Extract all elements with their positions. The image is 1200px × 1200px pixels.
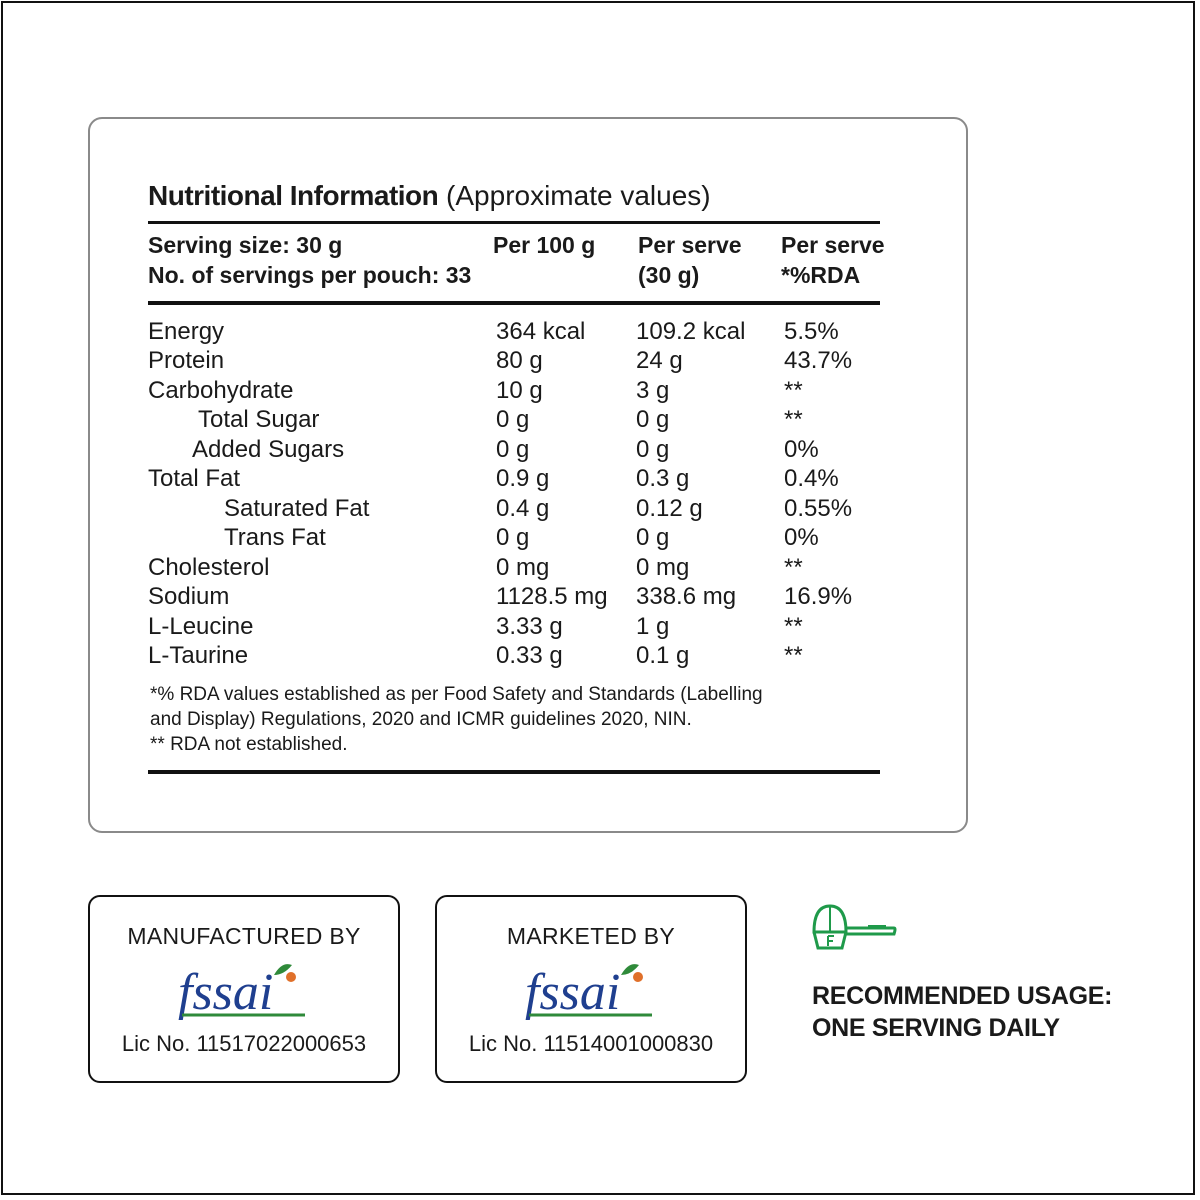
nutrient-per-serve: 0.12 g — [636, 495, 703, 522]
nutrient-rda: 5.5% — [784, 318, 839, 345]
marketer-box — [435, 895, 747, 1083]
serving-info: Serving size: 30 g No. of servings per pouch: 33 — [148, 232, 472, 288]
nutrient-name: Saturated Fat — [224, 495, 370, 522]
header-rule — [148, 301, 880, 305]
nutrition-title: Nutritional Information (Approximate values) — [148, 180, 711, 211]
nutrient-rda: ** — [784, 642, 803, 669]
nutrient-name: Sodium — [148, 583, 230, 610]
nutrient-per-serve: 109.2 kcal — [636, 318, 746, 345]
nutrient-row — [0, 346, 1200, 376]
footnote-rda-cont: and Display) Regulations, 2020 and ICMR guidelines 2020, NIN. — [150, 709, 692, 730]
nutrient-name: Cholesterol — [148, 554, 270, 581]
nutrient-per-serve: 0.3 g — [636, 465, 690, 492]
header-rda: Per serve *%RDA — [781, 232, 885, 288]
nutrient-rda: ** — [784, 406, 803, 433]
nutrient-row — [0, 494, 1200, 524]
nutrient-name: L-Leucine — [148, 613, 254, 640]
nutrient-per100: 10 g — [496, 377, 543, 404]
nutrient-row — [0, 553, 1200, 583]
fssai-logo-text: fssai — [178, 964, 274, 1021]
bottom-rule — [148, 770, 880, 774]
nutrient-per100: 80 g — [496, 347, 543, 374]
nutrient-rda: 0.4% — [784, 465, 839, 492]
nutrient-row — [0, 376, 1200, 406]
nutrient-per100: 0.9 g — [496, 465, 550, 492]
recommended-usage — [812, 980, 1112, 1044]
nutrient-name: Added Sugars — [192, 436, 345, 463]
usage-line-1: RECOMMENDED USAGE: — [812, 982, 1113, 1010]
nutrient-per100: 0.4 g — [496, 495, 550, 522]
footnote-rda: *% RDA values established as per Food Safety and Standards (Labelling — [150, 684, 763, 705]
nutrient-per100: 364 kcal — [496, 318, 586, 345]
header-per-serve: Per serve (30 g) — [638, 232, 742, 288]
nutrient-name: Energy — [148, 318, 225, 345]
nutrient-name: L-Taurine — [148, 642, 249, 669]
nutrient-rda: 16.9% — [784, 583, 853, 610]
footnotes — [150, 682, 763, 757]
nutrient-name: Total Sugar — [198, 406, 320, 433]
nutrient-per-serve: 338.6 mg — [636, 583, 737, 610]
marketer-label: MARKETED BY — [506, 923, 676, 949]
nutrient-row — [0, 464, 1200, 494]
manufacturer-box — [88, 895, 400, 1083]
nutrient-rda: ** — [784, 613, 803, 640]
nutrient-per-serve: 0 g — [636, 524, 670, 551]
nutrient-per-serve: 1 g — [636, 613, 670, 640]
nutrient-per-serve: 3 g — [636, 377, 670, 404]
nutrient-per100: 0.33 g — [496, 642, 563, 669]
nutrient-per-serve: 0 g — [636, 406, 670, 433]
nutrient-per100: 0 g — [496, 406, 530, 433]
nutrient-per-serve: 0 g — [636, 436, 670, 463]
nutrient-name: Protein — [148, 347, 225, 374]
nutrient-row — [0, 405, 1200, 435]
top-rule — [148, 221, 880, 224]
nutrient-row — [0, 523, 1200, 553]
nutrient-name: Trans Fat — [224, 524, 326, 551]
fssai-logo — [517, 955, 667, 1025]
manufacturer-label: MANUFACTURED BY — [127, 923, 361, 949]
nutrient-rda: ** — [784, 554, 803, 581]
nutrient-per100: 3.33 g — [496, 613, 563, 640]
nutrient-name: Carbohydrate — [148, 377, 294, 404]
nutrient-row — [0, 641, 1200, 671]
manufacturer-license: Lic No. 11517022000653 — [121, 1031, 367, 1056]
nutrient-name: Total Fat — [148, 465, 241, 492]
nutrient-rda: 0% — [784, 436, 819, 463]
footnote-not-established: ** RDA not established. — [150, 734, 348, 755]
scoop-icon — [808, 902, 900, 954]
nutrient-row — [0, 582, 1200, 612]
nutrient-rda: 0.55% — [784, 495, 853, 522]
fssai-logo — [170, 955, 320, 1025]
nutrient-rda: ** — [784, 377, 803, 404]
fssai-logo-text: fssai — [525, 964, 621, 1021]
nutrient-per-serve: 24 g — [636, 347, 683, 374]
nutrient-rda: 0% — [784, 524, 819, 551]
nutrient-row — [0, 612, 1200, 642]
nutrient-row — [0, 317, 1200, 347]
nutrient-per100: 0 g — [496, 524, 530, 551]
header-per100: Per 100 g — [493, 232, 596, 258]
nutrient-per100: 1128.5 mg — [496, 583, 608, 610]
nutrient-per-serve: 0.1 g — [636, 642, 690, 669]
nutrient-per100: 0 mg — [496, 554, 550, 581]
nutrient-per-serve: 0 mg — [636, 554, 690, 581]
usage-line-2: ONE SERVING DAILY — [812, 1014, 1060, 1042]
nutrient-rda: 43.7% — [784, 347, 853, 374]
nutrient-row — [0, 435, 1200, 465]
nutrient-per100: 0 g — [496, 436, 530, 463]
marketer-license: Lic No. 11514001000830 — [468, 1031, 714, 1056]
